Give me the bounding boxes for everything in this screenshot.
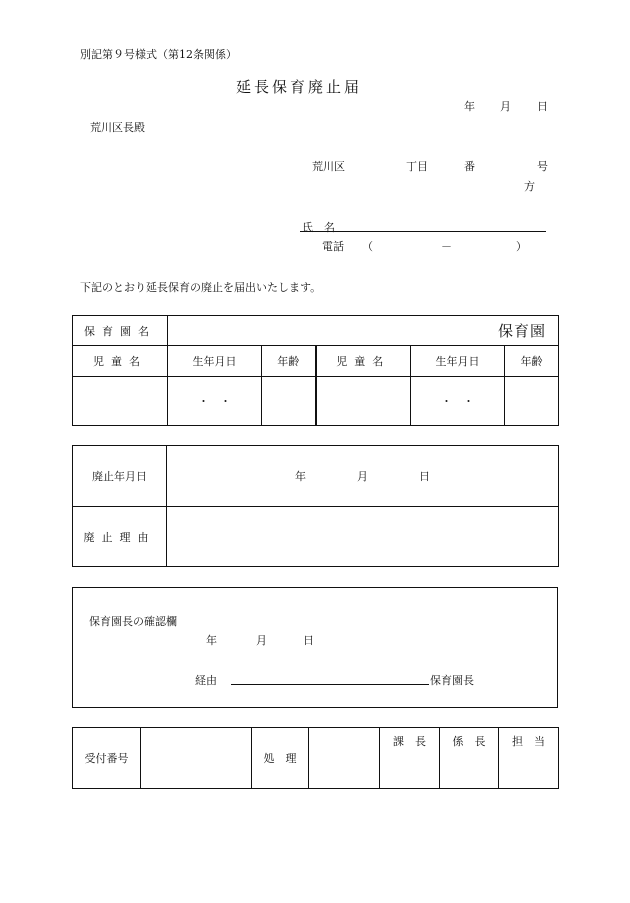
abolish-reason-field[interactable] [167,507,559,567]
phone-open-paren: （ [362,240,373,253]
child-name-header-1: 児童名 [73,346,168,377]
child-table [72,315,559,426]
phone-dash: － [441,240,452,253]
child-age-cell-2[interactable] [505,377,559,426]
process-label: 処 理 [252,728,309,789]
subsection-chief-label: 係 長 [452,735,486,748]
submit-month-label: 月 [500,100,511,113]
phone-close-paren: ） [516,240,527,253]
confirm-director-label: 保育園長 [430,674,474,687]
applicant-name-label: 氏 名 [302,221,335,234]
confirm-nursery-line[interactable] [231,684,429,685]
nursery-name-field[interactable] [168,316,559,346]
receipt-number-field[interactable] [141,728,252,789]
nursery-suffix: 保育園 [497,322,546,340]
child-dob-cell-2[interactable] [411,377,505,426]
form-number: 別記第９号様式（第12条関係） [80,48,237,61]
abolish-year: 年 [295,470,306,483]
child-header-row [73,346,559,377]
address-chome: 丁目 [406,160,428,173]
document-title: 延長保育廃止届 [236,78,363,96]
address-kata: 方 [524,180,535,193]
submit-year-label: 年 [464,100,475,113]
abolish-day: 日 [419,470,430,483]
abolish-date-row [73,446,559,507]
addressee: 荒川区長殿 [90,121,145,134]
abolish-date-field[interactable] [167,446,559,507]
dob-placeholder-1: ・ ・ [198,395,231,408]
dob-placeholder-2: ・ ・ [441,395,474,408]
address-ward: 荒川区 [312,160,345,173]
child-age-cell-1[interactable] [262,377,316,426]
child-name-cell-1[interactable] [73,377,168,426]
confirm-via-label: 経由 [195,674,217,687]
subsection-chief-cell[interactable] [440,728,499,789]
child-age-header-1: 年齢 [262,346,316,377]
section-chief-cell[interactable] [380,728,440,789]
confirm-month: 月 [256,634,267,647]
child-dob-cell-1[interactable] [168,377,262,426]
child-dob-header-2: 生年月日 [411,346,505,377]
abolish-reason-row [73,507,559,567]
abolish-month: 月 [357,470,368,483]
child-age-header-2: 年齢 [505,346,559,377]
nursery-row [73,316,559,346]
confirm-day: 日 [303,634,314,647]
abolish-reason-label: 廃止理由 [73,507,167,567]
child-data-row [73,377,559,426]
section-chief-label: 課 長 [393,735,426,748]
abolish-table [72,445,559,567]
staff-cell[interactable] [499,728,559,789]
staff-label: 担 当 [512,735,545,748]
submit-day-label: 日 [537,100,548,113]
intro-text: 下記のとおり延長保育の廃止を届出いたします。 [80,281,322,294]
address-ban: 番 [464,160,475,173]
child-name-header-2: 児童名 [316,346,411,377]
process-field[interactable] [309,728,380,789]
confirm-year: 年 [206,634,217,647]
receipt-number-label: 受付番号 [73,728,141,789]
address-go: 号 [537,160,548,173]
confirm-title: 保育園長の確認欄 [89,615,177,628]
office-table [72,727,559,789]
child-dob-header-1: 生年月日 [168,346,262,377]
office-row [73,728,559,789]
director-confirm-box [72,587,558,708]
applicant-name-line[interactable] [300,231,546,232]
abolish-date-label: 廃止年月日 [73,446,167,507]
phone-label: 電話 [322,240,344,253]
nursery-name-label: 保育園名 [73,316,168,346]
child-name-cell-2[interactable] [316,377,411,426]
